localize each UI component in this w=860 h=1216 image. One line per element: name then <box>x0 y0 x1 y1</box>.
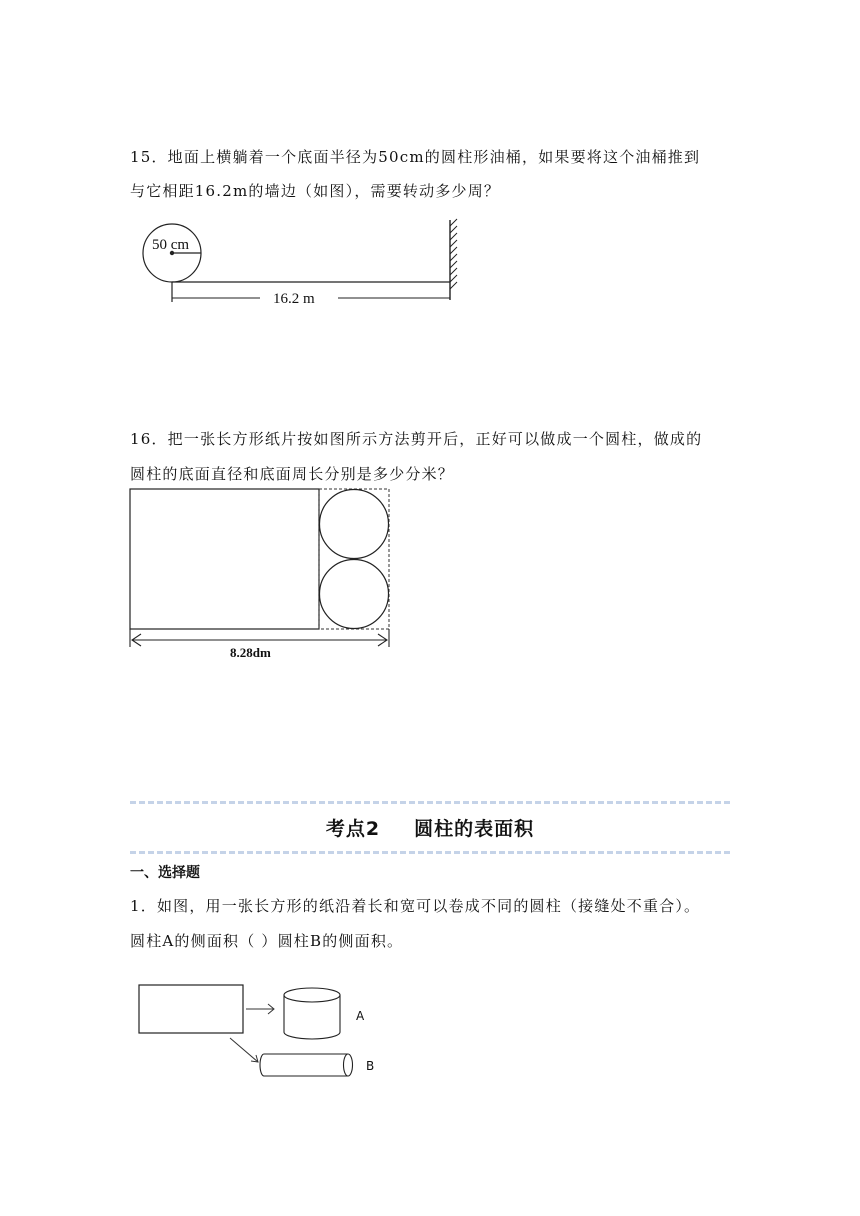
distance-label: 16.2 m <box>273 291 315 307</box>
cylinder-a <box>284 988 340 1039</box>
cylinder-a-label: A <box>356 1009 365 1023</box>
q16-figure <box>128 487 398 662</box>
q15-text-line2: 与它相距16.2m的墙边（如图），需要转动多少周？ <box>130 182 501 200</box>
q15-figure <box>130 212 470 312</box>
q16-text-line1: 16．把一张长方形纸片按如图所示方法剪开后，正好可以做成一个圆柱，做成的 <box>130 430 703 448</box>
base-circle-top <box>320 490 389 559</box>
section-title-text: 圆柱的表面积 <box>414 818 535 840</box>
radius-label: 50 cm <box>152 237 190 253</box>
q15-text-line1: 15．地面上横躺着一个底面半径为50cm的圆柱形油桶，如果要将这个油桶推到 <box>130 148 701 166</box>
cylinder-b-label: B <box>366 1059 375 1073</box>
q1-text-line2: 圆柱A的侧面积（ ）圆柱B的侧面积。 <box>130 932 404 950</box>
part-heading: 一、选择题 <box>130 865 200 881</box>
arrow-to-b-line <box>230 1038 258 1062</box>
q16-text-line2: 圆柱的底面直径和底面周长分别是多少分米？ <box>130 465 455 483</box>
length-label: 8.28dm <box>230 645 271 660</box>
q1-figure <box>136 982 386 1084</box>
section-title-number: 考点2 <box>325 818 381 840</box>
section-title <box>130 814 730 841</box>
paper-rectangle <box>130 489 319 629</box>
base-circle-bottom <box>320 560 389 629</box>
paper-rectangle <box>139 985 243 1033</box>
cylinder-b <box>260 1054 353 1076</box>
wall-hatch <box>450 219 457 289</box>
section-divider-top <box>130 801 730 804</box>
section-divider-bottom <box>130 851 730 854</box>
q1-text-line1: 1．如图，用一张长方形的纸沿着长和宽可以卷成不同的圆柱（接缝处不重合）。 <box>130 897 701 915</box>
